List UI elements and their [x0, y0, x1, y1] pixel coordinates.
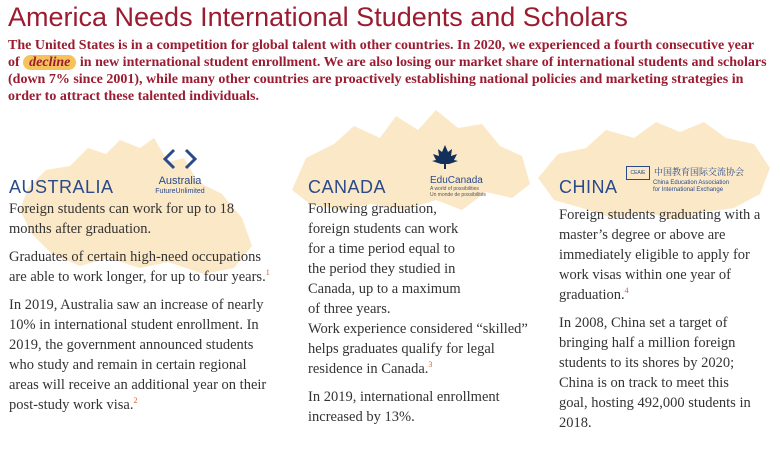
- footnote-3: 3: [428, 360, 433, 370]
- china-logo-line-1: China Education Association: [653, 180, 730, 186]
- australia-future-unlimited-logo: [148, 148, 212, 196]
- china-column: [559, 205, 761, 441]
- intro-paragraph: [8, 37, 768, 105]
- country-heading-canada: CANADA: [308, 177, 387, 197]
- canada-column-lower: [308, 319, 528, 435]
- canada-paragraph-3: In 2019, international enrollment increased by 13%.: [308, 389, 500, 425]
- australia-paragraph-2: Graduates of certain high-need occupations are able to work longer, for up to four years.$^1$: [9, 249, 270, 285]
- australia-column: [9, 199, 271, 423]
- maple-leaf-icon: [430, 144, 460, 170]
- australia-paragraph-3: In 2019, Australia saw an increase of nearly 10% in international student enrollment. In 2019, the government announced students who study and remain in certain regional areas will receive an additional year on their post-study work visa.$^2$: [9, 297, 267, 413]
- intro-text-before: The United States is in a competition for global talent with other countries. In 2020, we experienced a fourth consecutive year of: [8, 38, 754, 70]
- country-heading-australia: AUSTRALIA: [9, 177, 114, 197]
- intro-text-after: in new international student enrollment. We are also losing our market share of international students and scholars (down 7% since 2001), while many other countries are proactively establishing national policies and marketing strategies in order to attract these talented individuals.: [8, 55, 767, 104]
- footnote-2: 2: [133, 396, 138, 406]
- ceaie-icon: CEAIE: [626, 166, 650, 180]
- australia-logo-tagline: FutureUnlimited: [155, 188, 205, 195]
- china-logo-chinese: 中国教育国际交流协会: [654, 168, 745, 178]
- footnote-4: 4: [624, 286, 629, 296]
- highlight-decline: decline: [23, 55, 76, 70]
- canada-column: [308, 199, 468, 327]
- educanada-logo: [430, 144, 510, 198]
- canada-logo-tagline-en: A world of possibilities: [430, 186, 479, 192]
- chevrons-icon: [160, 148, 200, 170]
- china-paragraph-1: Foreign students graduating with a master’s degree or above are immediately eligible to apply for work visas within one year of graduation.$^4$: [559, 207, 761, 303]
- canada-paragraph-1: Following graduation, foreign students can work for a time period equal to the period they studied in Canada, up to a maximum of three years.: [308, 201, 461, 317]
- ceaie-logo: [626, 166, 776, 194]
- canada-logo-tagline-fr: Un monde de possibilités: [430, 192, 486, 198]
- australia-logo-name: Australia: [158, 175, 202, 187]
- china-paragraph-2: In 2008, China set a target of bringing half a million foreign students to its shores by 2020; China is on track to meet this goal, hosting 492,000 students in 2018.: [559, 315, 751, 431]
- canada-paragraph-2: Work experience considered “skilled” helps graduates qualify for legal residence in Canada.$^3$: [308, 321, 528, 377]
- china-logo-line-2: for International Exchange: [653, 187, 724, 193]
- australia-paragraph-1: Foreign students can work for up to 18 months after graduation.: [9, 201, 235, 237]
- footnote-1: 1: [265, 268, 270, 278]
- country-heading-china: CHINA: [559, 177, 618, 197]
- page-title: America Needs International Students and Scholars: [8, 2, 628, 32]
- canada-logo-name: EduCanada: [430, 175, 483, 186]
